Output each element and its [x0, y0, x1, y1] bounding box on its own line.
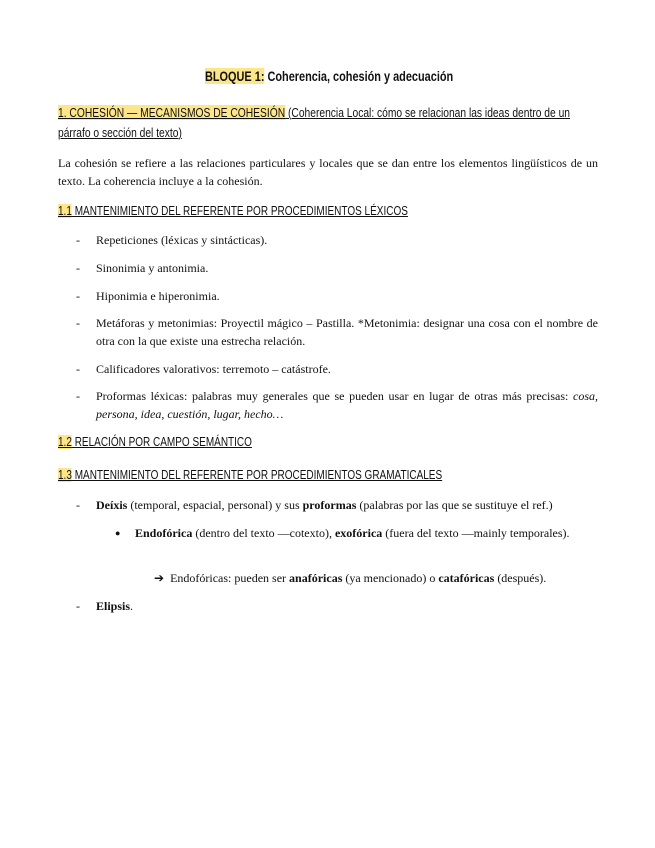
- bullet-marker: ●: [115, 528, 121, 538]
- dash-marker: -: [76, 362, 80, 376]
- section-1-1-heading: [58, 203, 408, 219]
- list-item-text: Repeticiones (léxicas y sintácticas).: [96, 233, 268, 247]
- anaforicas-desc: (ya mencionado) o: [342, 571, 439, 585]
- endoforica-desc: (dentro del texto —cotexto),: [192, 526, 335, 540]
- arrow-icon: ➔: [154, 571, 165, 585]
- endoforicas-text: Endofóricas: pueden ser: [170, 571, 290, 585]
- list-item-text: Calificadores valorativos: terremoto – catástrofe.: [96, 362, 331, 376]
- list-item: [76, 259, 598, 277]
- cataforicas-term: catafóricas: [438, 571, 495, 585]
- exoforica-term: exofórica: [334, 526, 383, 540]
- list-item: [76, 287, 598, 305]
- title-prefix: BLOQUE 1:: [205, 68, 265, 84]
- dash-marker: -: [76, 233, 80, 247]
- section-1-2-heading: [58, 434, 252, 450]
- dash-marker: -: [76, 389, 80, 403]
- proformas-text: Proformas léxicas: palabras muy generales que se pueden usar en lugar de otras más precisas:: [96, 389, 573, 403]
- list-item: [76, 314, 598, 350]
- document-title: [205, 68, 453, 84]
- deixis-text: [96, 496, 598, 514]
- section-1-2-number: 1.2: [58, 435, 72, 449]
- dash-marker: -: [76, 498, 80, 512]
- bullet-item: [115, 524, 598, 542]
- list-item-text: [96, 387, 598, 423]
- list-item-text: Hiponimia e hiperonimia.: [96, 289, 220, 303]
- proformas-term: proformas: [302, 498, 357, 512]
- intro-paragraph: La cohesión se refiere a las relaciones particulares y locales que se dan entre los elementos lingüísticos de un texto. La coherencia incluye a la cohesión.: [58, 156, 598, 188]
- section-1-3-title: MANTENIMIENTO DEL REFERENTE POR PROCEDIMIENTOS GRAMATICALES: [71, 468, 443, 482]
- list-item: [76, 387, 598, 423]
- proformas-examples: cosa, persona, idea, cuestión, lugar, hecho…: [96, 389, 598, 421]
- deixis-end: (palabras por las que se sustituye el ref.): [356, 498, 553, 512]
- anaforicas-term: anafóricas: [289, 571, 343, 585]
- title-text: Coherencia, cohesión y adecuación: [264, 68, 454, 84]
- section-1-subtitle: (Coherencia Local: cómo se relacionan las ideas dentro de un párrafo o sección del texto): [58, 105, 571, 140]
- list-item-text: Metáforas y metonimias: Proyectil mágico – Pastilla. *Metonimia: designar una cosa con el nombre de otra con la que existe una estrecha relación.: [96, 316, 598, 348]
- section-1-heading: [58, 103, 599, 143]
- deixis-term: Deíxis: [96, 498, 128, 512]
- list-item-text: Sinonimia y antonimia.: [96, 261, 209, 275]
- section-1-3-number: 1.3: [58, 468, 72, 482]
- exoforica-desc: (fuera del texto —mainly temporales).: [382, 526, 570, 540]
- section-1-3-heading: [58, 467, 442, 483]
- list-item: [76, 597, 598, 615]
- section-1-1-number: 1.1: [58, 204, 72, 218]
- dash-marker: -: [76, 316, 80, 330]
- dash-marker: -: [76, 261, 80, 275]
- elipsis-term: Elipsis: [96, 599, 131, 613]
- dash-marker: -: [76, 289, 80, 303]
- deixis-mid: (temporal, espacial, personal) y sus: [127, 498, 303, 512]
- list-item: [76, 496, 598, 514]
- endoforica-term: Endofórica: [135, 526, 193, 540]
- bullet-item-text: [135, 524, 598, 542]
- dash-marker: -: [76, 599, 80, 613]
- elipsis-text: [96, 597, 598, 615]
- arrow-item: [154, 569, 546, 587]
- cataforicas-desc: (después).: [494, 571, 547, 585]
- list-item: [76, 360, 598, 378]
- section-1-title: 1. COHESIÓN — MECANISMOS DE COHESIÓN: [58, 105, 286, 120]
- list-item: [76, 231, 598, 249]
- section-1-2-title: RELACIÓN POR CAMPO SEMÁNTICO: [71, 435, 252, 449]
- section-1-1-title: MANTENIMIENTO DEL REFERENTE POR PROCEDIMIENTOS LÉXICOS: [71, 204, 408, 218]
- elipsis-end: .: [130, 599, 134, 613]
